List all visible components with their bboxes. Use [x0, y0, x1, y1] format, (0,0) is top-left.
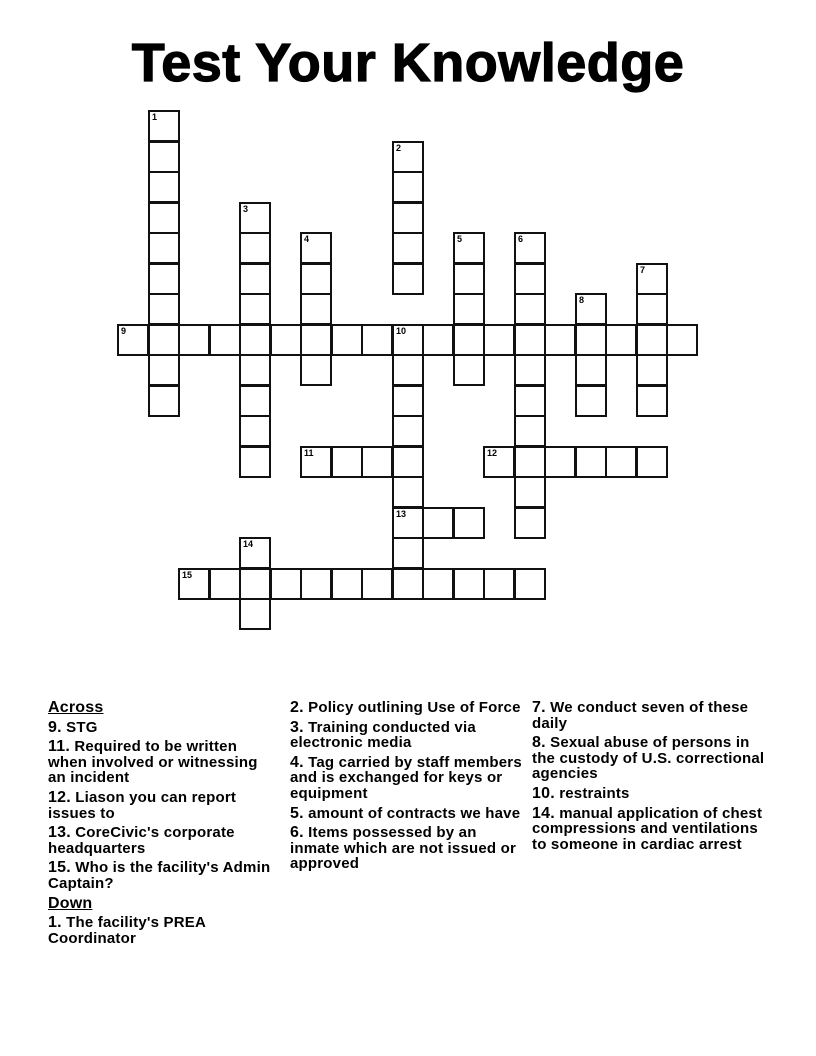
- clue-down-3: [290, 720, 522, 751]
- cell-number: 15: [182, 570, 193, 580]
- cell-number: 6: [518, 234, 524, 244]
- clues-column-2: [290, 700, 522, 876]
- clue-text: STG: [66, 718, 98, 736]
- grid-cell[interactable]: [392, 232, 424, 264]
- clue-down-10: [532, 786, 772, 802]
- grid-cell[interactable]: [575, 324, 607, 356]
- grid-cell[interactable]: [270, 324, 302, 356]
- clue-text: amount of contracts we have: [308, 804, 521, 822]
- cell-number: 2: [396, 143, 402, 153]
- grid-cell[interactable]: [636, 354, 668, 386]
- cell-number: 3: [243, 204, 249, 214]
- cell-number: 11: [304, 448, 314, 458]
- grid-cell[interactable]: [453, 232, 485, 264]
- cell-number: 14: [243, 539, 254, 549]
- clue-text: Tag carried by staff members and is exchanged for keys or equipment: [290, 753, 522, 802]
- clue-number: 4.: [290, 753, 304, 771]
- clue-down-5: [290, 806, 522, 822]
- clue-across-15: [48, 860, 278, 891]
- clue-number: 3.: [290, 718, 304, 736]
- grid-cell[interactable]: [300, 293, 332, 325]
- grid-cell[interactable]: [544, 324, 576, 356]
- grid-cell[interactable]: [514, 354, 546, 386]
- cell-number: 8: [579, 295, 585, 305]
- clue-text: The facility's PREA Coordinator: [48, 914, 206, 947]
- clue-text: Who is the facility's Admin Captain?: [48, 859, 271, 892]
- grid-cell[interactable]: [392, 568, 424, 600]
- grid-cell[interactable]: [300, 446, 332, 478]
- clue-number: 1.: [48, 914, 62, 932]
- grid-cell[interactable]: [514, 568, 546, 600]
- grid-cell[interactable]: [178, 324, 210, 356]
- cell-number: 4: [304, 234, 310, 244]
- clue-text: Sexual abuse of persons in the custody of U.S. correctional agencies: [532, 734, 765, 783]
- grid-cell[interactable]: [514, 415, 546, 447]
- clue-number: 6.: [290, 824, 304, 842]
- grid-cell[interactable]: [239, 293, 271, 325]
- clues-column-3: [532, 700, 772, 856]
- clue-text: Items possessed by an inmate which are not issued or approved: [290, 824, 517, 873]
- grid-cell[interactable]: [422, 507, 454, 539]
- grid-cell[interactable]: [392, 385, 424, 417]
- grid-cell[interactable]: [483, 446, 515, 478]
- grid-cell[interactable]: [453, 293, 485, 325]
- grid-cell[interactable]: [453, 568, 485, 600]
- grid-cell[interactable]: [209, 324, 241, 356]
- clue-number: 7.: [532, 699, 546, 716]
- grid-cell[interactable]: [239, 324, 271, 356]
- grid-cell[interactable]: [270, 568, 302, 600]
- grid-cell[interactable]: [239, 568, 271, 600]
- grid-cell[interactable]: [392, 141, 424, 173]
- grid-cell[interactable]: [514, 293, 546, 325]
- grid-cell[interactable]: [514, 446, 546, 478]
- grid-cell[interactable]: [666, 324, 698, 356]
- grid-cell[interactable]: [148, 232, 180, 264]
- grid-cell[interactable]: [453, 507, 485, 539]
- grid-cell[interactable]: [209, 568, 241, 600]
- down-header: Down: [48, 894, 93, 912]
- clue-across-12: [48, 790, 278, 821]
- grid-cell[interactable]: [148, 263, 180, 295]
- grid-cell[interactable]: [239, 232, 271, 264]
- grid-cell[interactable]: [148, 202, 180, 234]
- grid-cell[interactable]: [453, 354, 485, 386]
- grid-cell[interactable]: [392, 537, 424, 569]
- grid-cell[interactable]: [361, 568, 393, 600]
- grid-cell[interactable]: [422, 568, 454, 600]
- grid-cell[interactable]: [239, 385, 271, 417]
- clue-down-2: [290, 700, 522, 716]
- page-title: Test Your Knowledge: [131, 33, 685, 93]
- grid-cell[interactable]: [453, 324, 485, 356]
- grid-cell[interactable]: [392, 263, 424, 295]
- cell-number: 5: [457, 234, 463, 244]
- clue-number: 10.: [532, 784, 555, 802]
- grid-cell[interactable]: [300, 354, 332, 386]
- grid-cell[interactable]: [392, 446, 424, 478]
- grid-cell[interactable]: [178, 568, 210, 600]
- clues-column-1: [48, 700, 278, 950]
- grid-cell[interactable]: [514, 385, 546, 417]
- clue-down-8: [532, 735, 772, 782]
- grid-cell[interactable]: [331, 446, 363, 478]
- grid-cell[interactable]: [331, 568, 363, 600]
- clue-text: Required to be written when involved or witnessing an incident: [48, 738, 258, 787]
- grid-cell[interactable]: [148, 354, 180, 386]
- grid-cell[interactable]: [239, 354, 271, 386]
- grid-cell[interactable]: [148, 141, 180, 173]
- grid-cell[interactable]: [239, 598, 271, 630]
- clue-across-11: [48, 739, 278, 786]
- cell-number: 7: [640, 265, 646, 275]
- grid-cell[interactable]: [148, 385, 180, 417]
- grid-cell[interactable]: [300, 232, 332, 264]
- grid-cell[interactable]: [300, 568, 332, 600]
- grid-cell[interactable]: [392, 202, 424, 234]
- clue-down-4: [290, 755, 522, 802]
- grid-cell[interactable]: [514, 232, 546, 264]
- grid-cell[interactable]: [117, 324, 149, 356]
- grid-cell[interactable]: [575, 354, 607, 386]
- grid-cell[interactable]: [422, 324, 454, 356]
- clue-number: 14.: [532, 804, 555, 822]
- cell-number: 9: [121, 326, 127, 336]
- clue-number: 12.: [48, 788, 71, 806]
- grid-cell[interactable]: [575, 446, 607, 478]
- clue-number: 13.: [48, 824, 71, 842]
- grid-cell[interactable]: [392, 415, 424, 447]
- clue-number: 8.: [532, 734, 546, 752]
- grid-cell[interactable]: [239, 537, 271, 569]
- grid-cell[interactable]: [361, 324, 393, 356]
- clue-across-13: [48, 825, 278, 856]
- grid-cell[interactable]: [514, 324, 546, 356]
- grid-cell[interactable]: [605, 446, 637, 478]
- grid-cell[interactable]: [300, 263, 332, 295]
- grid-cell[interactable]: [239, 415, 271, 447]
- cell-number: 10: [396, 326, 407, 336]
- clue-number: 15.: [48, 859, 71, 877]
- grid-cell[interactable]: [575, 293, 607, 325]
- grid-cell[interactable]: [636, 385, 668, 417]
- grid-cell[interactable]: [483, 568, 515, 600]
- clue-text: Policy outlining Use of Force: [308, 699, 521, 716]
- grid-cell[interactable]: [361, 446, 393, 478]
- grid-cell[interactable]: [636, 324, 668, 356]
- clue-text: Liason you can report issues to: [48, 788, 237, 822]
- grid-cell[interactable]: [331, 324, 363, 356]
- cell-number: 12: [487, 448, 498, 458]
- clue-number: 11.: [48, 738, 70, 756]
- grid-cell[interactable]: [239, 202, 271, 234]
- clue-down-1: [48, 915, 278, 946]
- cell-number: 13: [396, 509, 407, 519]
- grid-cell[interactable]: [605, 324, 637, 356]
- across-header: Across: [48, 699, 104, 716]
- grid-cell[interactable]: [239, 263, 271, 295]
- grid-cell[interactable]: [148, 293, 180, 325]
- clue-down-14: [532, 806, 772, 853]
- grid-cell[interactable]: [148, 110, 180, 142]
- clue-text: manual application of chest compressions and ventilations to someone in cardiac arrest: [532, 804, 763, 853]
- clue-number: 2.: [290, 699, 304, 716]
- grid-cell[interactable]: [300, 324, 332, 356]
- cell-number: 1: [152, 112, 158, 122]
- clue-number: 5.: [290, 804, 304, 822]
- grid-cell[interactable]: [148, 171, 180, 203]
- grid-cell[interactable]: [636, 293, 668, 325]
- grid-cell[interactable]: [544, 446, 576, 478]
- grid-cell[interactable]: [453, 263, 485, 295]
- clue-number: 9.: [48, 718, 62, 736]
- clue-down-7: [532, 700, 772, 731]
- clue-text: CoreCivic's corporate headquarters: [48, 824, 235, 857]
- grid-cell[interactable]: [239, 446, 271, 478]
- grid-cell[interactable]: [392, 354, 424, 386]
- grid-cell[interactable]: [392, 507, 424, 539]
- grid-cell[interactable]: [392, 324, 424, 356]
- grid-cell[interactable]: [148, 324, 180, 356]
- clue-text: We conduct seven of these daily: [532, 699, 749, 732]
- grid-cell[interactable]: [575, 385, 607, 417]
- clue-text: Training conducted via electronic media: [290, 718, 476, 752]
- grid-cell[interactable]: [483, 324, 515, 356]
- grid-cell[interactable]: [514, 263, 546, 295]
- grid-cell[interactable]: [392, 476, 424, 508]
- grid-cell[interactable]: [514, 476, 546, 508]
- grid-cell[interactable]: [392, 171, 424, 203]
- clue-text: restraints: [559, 784, 630, 802]
- grid-cell[interactable]: [514, 507, 546, 539]
- clue-down-6: [290, 825, 522, 872]
- grid-cell[interactable]: [636, 446, 668, 478]
- clue-across-9: [48, 720, 278, 736]
- grid-cell[interactable]: [636, 263, 668, 295]
